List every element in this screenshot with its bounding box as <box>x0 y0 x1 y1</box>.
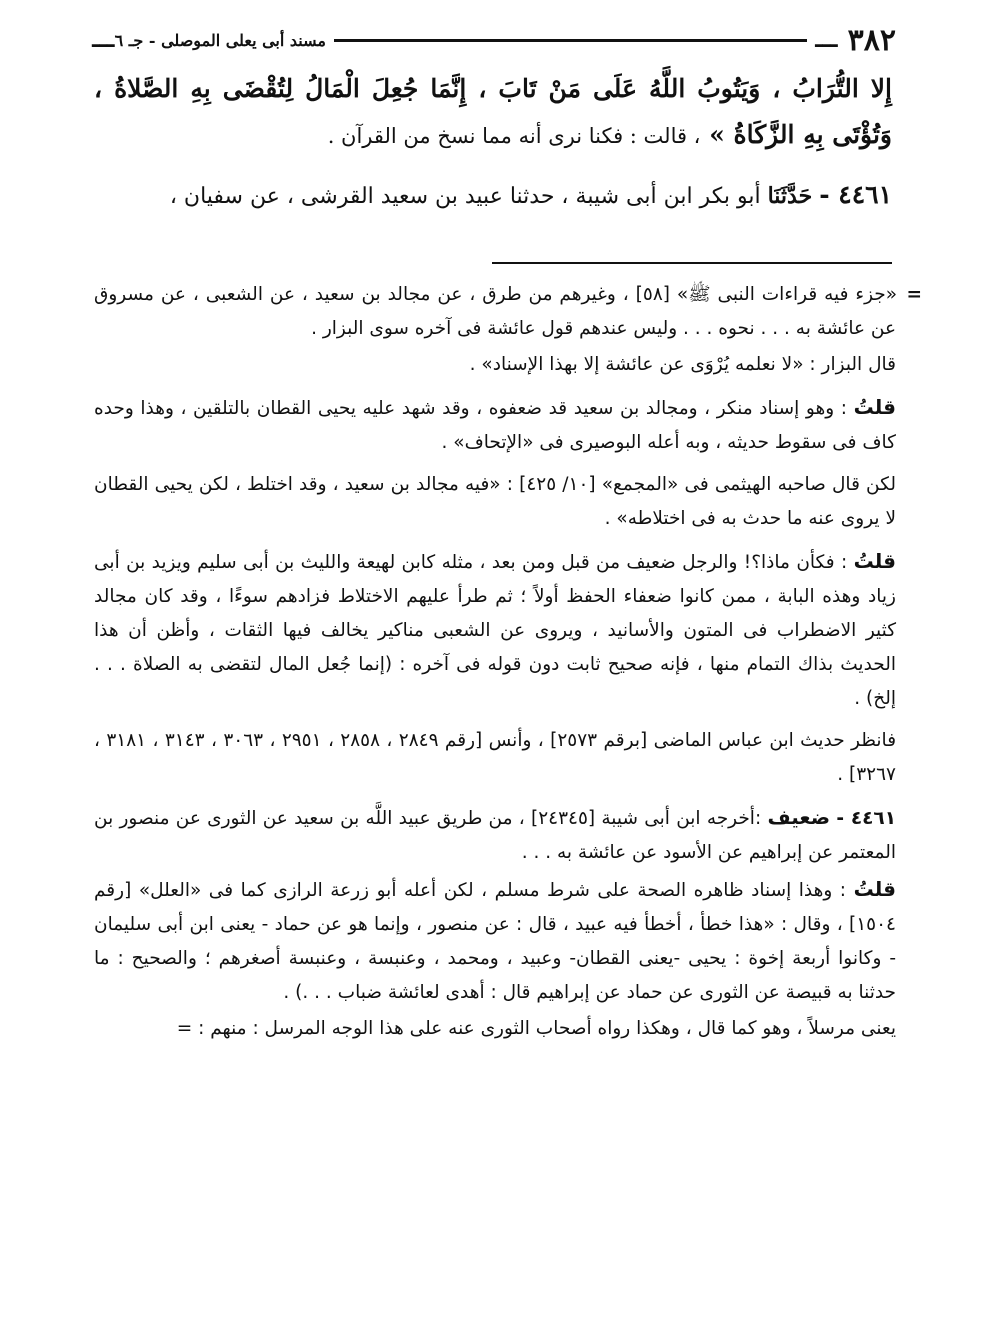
footnote-paragraph <box>94 872 896 1010</box>
footnote-text: : وهو إسناد منكر ، ومجالد بن سعيد قد ضعفوه ، وقد شهد عليه يحيى القطان بالتلقين ، وهذا وحده كاف فى سقوط حديثه ، وبه أعله البوصيرى فى «الإتحاف» . <box>94 398 896 453</box>
hadith-4461-start <box>94 173 892 219</box>
main-text <box>94 66 892 219</box>
footnote-text: لكن قال صاحبه الهيثمى فى «المجمع» [١٠/ ٤٢٥] : «فيه مجالد بن سعيد ، وقد اختلط ، لكن يحيى القطان لا يروى عنه ما حدث به فى اختلاطه» . <box>94 474 896 529</box>
footnote-paragraph <box>94 278 922 346</box>
header-dash-right: ـــ <box>815 27 838 53</box>
footnotes <box>94 278 922 1054</box>
footnote-separator <box>492 262 892 264</box>
footnote-number: ٤٤٦١ - <box>836 808 896 829</box>
footnote-paragraph <box>94 1012 896 1046</box>
footnote-paragraph <box>94 800 896 870</box>
footnote-text: «جزء فيه قراءات النبى ﷺ» [٥٨] ، وغيرهم من طرق ، عن مجالد بن سعيد ، عن الشعبى ، عن مسروق عن عائشة به . . . نحوه . . . وليس عندهم قول عائشة فى آخره سوى البزار . <box>94 284 898 339</box>
footnote-text: : وهذا إسناد ظاهره الصحة على شرط مسلم ، لكن أعله أبو زرعة الرازى كما فى «العلل» [رقم ١٥٠٤] ، وقال : «هذا خطأ ، أخطأ فيه عبيد ، قال : عن منصور ، وإنما هو عن حماد - يعنى ابن أبى سليمان - وكانوا أربعة إخوة : يحيى -يعنى القطان- وعبيد ، ومحمد ، وعنبسة ، وعنبسة أصغرهم ؛ والصحيح : ما حدثنا به قبيصة عن الثورى عن حماد عن إبراهيم قال : أهدى لعائشة ضباب . . .) . <box>94 880 896 1003</box>
header-rule <box>334 39 807 42</box>
qultu-label: قلتُ <box>853 395 896 419</box>
hadith-text-bold: إِلا التُّرَابُ ، وَيَتُوبُ اللَّهُ عَلَى مَنْ تَابَ ، إِنَّمَا جُعِلَ الْمَالُ لِتُقْضَى بِهِ الصَّلاةُ ، وَتُؤْتَى بِهِ الزَّكَاةُ » <box>94 74 892 149</box>
footnote-paragraph <box>94 544 896 716</box>
footnote-paragraph <box>94 724 896 792</box>
haddathana-word: حَدَّثَنَا <box>767 183 813 209</box>
page-header <box>92 18 896 62</box>
hadith-number: ٤٤٦١ - <box>819 180 892 209</box>
running-title: مسند أبى يعلى الموصلى - جـ ٦ <box>114 30 326 50</box>
page-number: ٣٨٢ <box>847 22 896 58</box>
qultu-label: قلتُ <box>853 549 896 573</box>
isnad-text: أبو بكر ابن أبى شيبة ، حدثنا عبيد بن سعيد القرشى ، عن سفيان ، <box>169 184 761 209</box>
footnote-paragraph <box>94 348 896 382</box>
footnote-paragraph <box>94 390 896 460</box>
continuation-mark: = <box>906 284 922 305</box>
qultu-label: قلتُ <box>853 877 896 901</box>
hadith-text-rest: ، قالت : فكنا نرى أنه مما نسخ من القرآن . <box>327 124 701 148</box>
grading-label: ضعيف <box>767 805 831 829</box>
header-dash-left: ـــ <box>92 27 115 53</box>
footnote-paragraph <box>94 468 896 536</box>
hadith-4460-ending <box>94 66 892 159</box>
footnote-text: قال البزار : «لا نعلمه يُرْوَى عن عائشة إلا بهذا الإسناد» . <box>469 354 896 375</box>
footnote-text: فانظر حديث ابن عباس الماضى [برقم ٢٥٧٣] ، وأنس [رقم ٢٨٤٩ ، ٢٨٥٨ ، ٢٩٥١ ، ٣٠٦٣ ، ٣١٤٣ ، ٣١٨١ ، ٣٢٦٧] . <box>94 730 897 785</box>
footnote-text: : فكأن ماذا؟! والرجل ضعيف من قبل ومن بعد ، مثله كابن لهيعة والليث بن أبى سليم ويزيد بن أبى زياد وهذه البابة ، ممن كانوا ضعفاء الحفظ أولاً ؛ ثم طرأ عليهم الاختلاط فزادهم سوءًا ، وقد كان مجالد كثير الاضطراب فى المتون والأسانيد ، ويروى عن الشعبى مناكير يخالف فيها الثقات ، وأظن أن هذا الحديث بذاك التمام منها ، فإنه صحيح ثابت دون قوله فى آخره : (إنما جُعل المال لتقضى به الصلاة . . . إلخ) . <box>94 552 896 709</box>
footnote-text: يعنى مرسلاً ، وهو كما قال ، وهكذا رواه أصحاب الثورى عنه على هذا الوجه المرسل : منهم : = <box>176 1018 896 1039</box>
footnote-text: :أخرجه ابن أبى شيبة [٢٤٣٤٥] ، من طريق عبيد اللَّه بن سعيد عن الثورى عن منصور بن المعتمر عن إبراهيم عن الأسود عن عائشة به . . . <box>94 808 896 863</box>
